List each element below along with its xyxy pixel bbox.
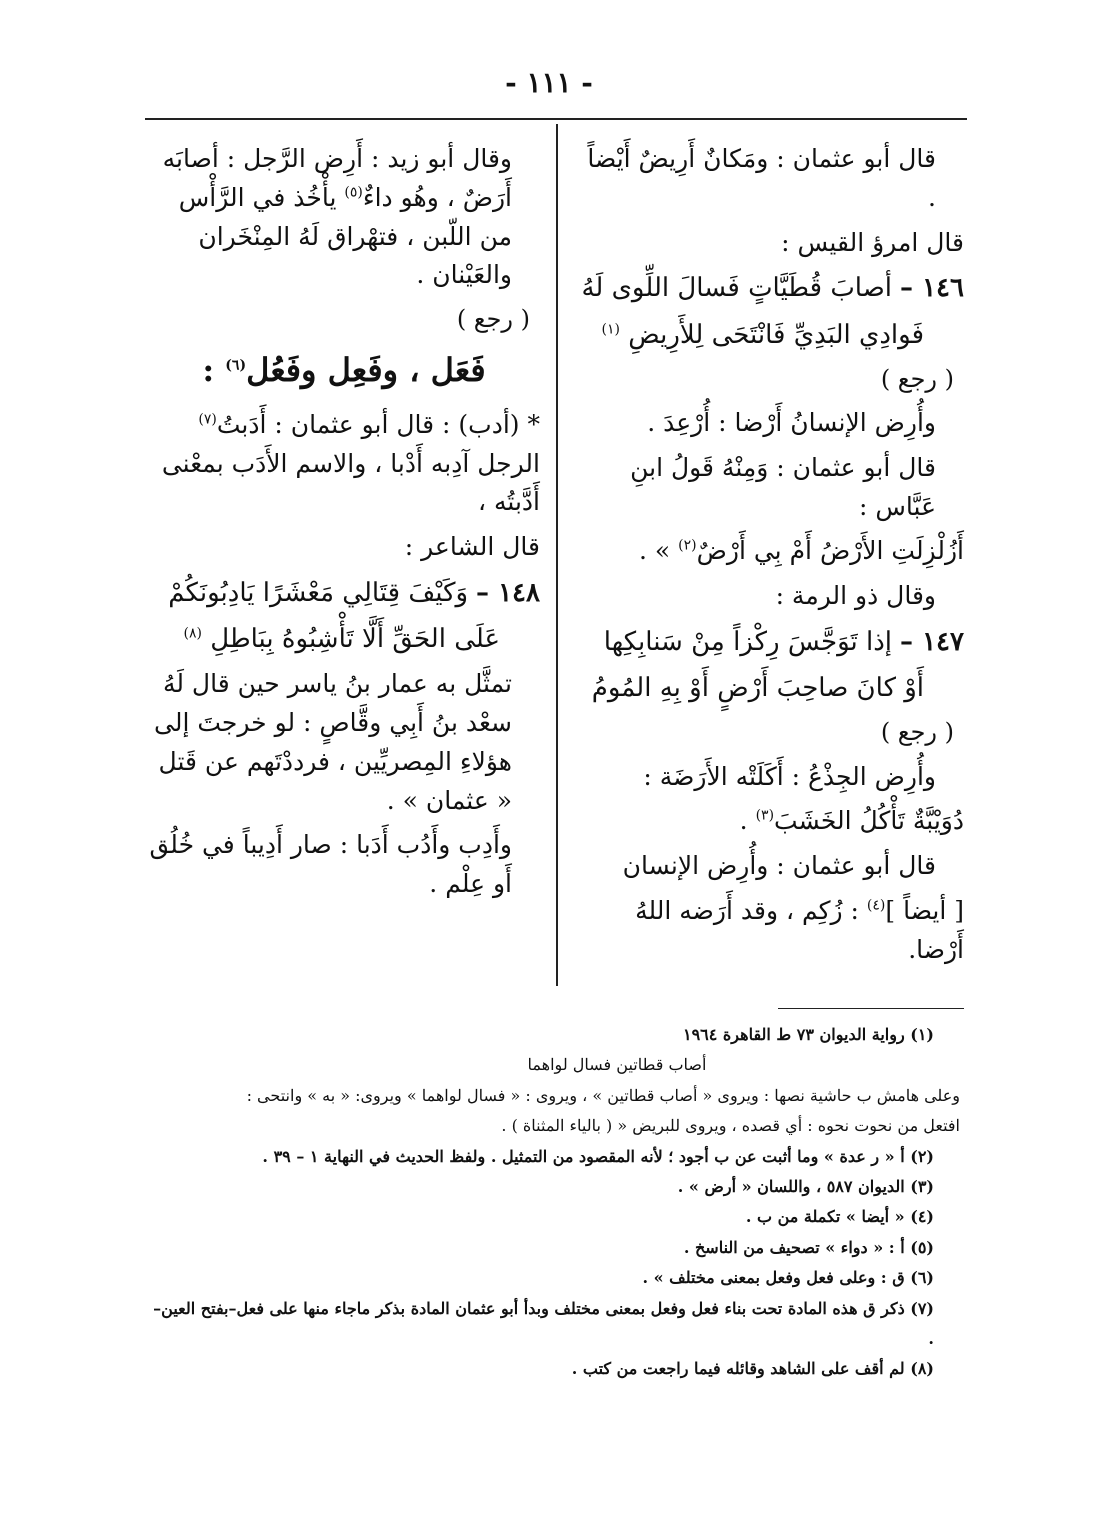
paragraph: قال أبو عثمان : وأُرِض الإنسان xyxy=(622,851,936,881)
footnote-6: (٦) ق : وعلى فعل وفعل بمعنى مختلف » . xyxy=(642,1268,934,1288)
footnote-rule xyxy=(778,1008,964,1009)
footnote-marker: (٨) xyxy=(183,625,202,642)
paragraph-text: دُوَيْبَّةٌ تَأْكُلُ الخَشَبَ xyxy=(774,806,964,836)
verse-146-second xyxy=(572,315,964,355)
verse-number: ١٤٧ – xyxy=(900,626,964,657)
paragraph: وقال ذو الرمة : xyxy=(775,581,936,611)
verse-number: ١٤٨ – xyxy=(476,577,540,608)
paragraph xyxy=(148,140,540,295)
paragraph: قال أبو عثمان : ومَكانٌ أَرِيضٌ أَيْضاً . xyxy=(587,144,936,212)
paragraph: وأَدِب وأَدُب أَدَبا : صار أَدِيباً في خُلُق أَو عِلْم . xyxy=(149,830,512,899)
heading-text: فَعَل ، وفَعِل وفَعُل xyxy=(246,351,486,390)
quote-text: أَزُلْزِلَتِ الأَرْضُ أَمْ بِي أَرْضٌ xyxy=(696,536,964,566)
footnote-marker: (٦) xyxy=(225,357,247,374)
paragraph-text: وقال أبو زيد : أَرِض الرَّجل : أصابَه أَرَضٌ ، وهُو داءٌ xyxy=(162,144,512,212)
verse-text: أصابَ قُطَيَّاتٍ فَسالَ اللِّوى لَهُ xyxy=(581,273,893,304)
paragraph xyxy=(572,802,964,841)
heading-end: : xyxy=(202,351,215,390)
footnote-marker: (٤) xyxy=(866,897,886,914)
column-divider xyxy=(556,124,558,986)
footnote-marker: (٢) xyxy=(678,537,697,554)
left-column xyxy=(148,140,540,910)
raja-label: ( رجع ) xyxy=(880,364,954,393)
right-column xyxy=(572,140,964,975)
quote-end: » . xyxy=(639,536,671,566)
paragraph-text: [ أيضاً ] xyxy=(885,895,964,925)
footnote-3: (٣) الديوان ٥٨٧ ، واللسان « أرض » . xyxy=(677,1176,934,1196)
paragraph xyxy=(572,892,964,970)
footnote-7: (٧) ذكر ق هذه المادة تحت بناء فعل وفعل بمعنى مختلف وبدأ أبو عثمان المادة بذكر ماجاء منها على فعل–بفتح العين– . xyxy=(153,1298,934,1348)
footnote-marker: (١) xyxy=(601,320,620,337)
paragraph-text: : زُكِم ، وقد أَرَضه اللهُ أَرْضا. xyxy=(635,895,964,964)
verse-146-first xyxy=(572,268,964,308)
verse-text: وَكَيْفَ قِتَالِي مَعْشَرًا يَادِبُونَكُمْ xyxy=(168,577,469,608)
raja-label: ( رجع ) xyxy=(456,305,530,333)
footnote-marker: (٧) xyxy=(198,411,217,428)
footnote-8: (٨) لم أقف على الشاهد وقائله فيما راجعت من كتب . xyxy=(571,1359,934,1379)
verse-147-first xyxy=(572,622,964,662)
paragraph-text: * (أدب) : قال أبو عثمان : أَدَبتُ xyxy=(216,409,540,439)
paragraph: وأُرِض الجِذْعُ : أَكَلَتْه الأَرَضَة : xyxy=(643,761,936,791)
verse-number: ١٤٦ – xyxy=(900,273,964,304)
footnote-1-text: وعلى هامش ب حاشية نصها : ويروى « أصاب قطاتين » ، ويروى : « فسال لواهما » ويروى: « به » وانتحى : xyxy=(246,1085,960,1105)
paragraph: تمثَّل به عمار بنُ ياسر حين قال لَهُ سعْد بنُ أَبِي وقَّاصٍ : لو خرجتَ إلى هؤلاءِ المِصريِّين ، فرددْتَهم عن قَتل « عثمان » . xyxy=(154,669,512,815)
footnote-marker: (٣) xyxy=(755,807,775,824)
paragraph: قال الشاعر : xyxy=(404,532,540,562)
footnote-marker: (٥) xyxy=(344,184,363,201)
paragraph-text: الرجل آدِبه أَدْبا ، والاسم الأَدَب بمعْنى أَدَّبتُه ، xyxy=(161,448,540,517)
footnote-5: (٥) أ : « دواء » تصحيف من الناسخ . xyxy=(683,1237,934,1257)
verse-148-first xyxy=(148,573,540,613)
section-heading xyxy=(148,346,540,396)
header-rule xyxy=(145,118,967,120)
verse-text: إذا تَوَجَّسَ رِكْزاً مِنْ سَنابِكِها xyxy=(603,626,893,657)
verse-text: عَلَى الحَقِّ أَلَّا تَأْشِبُوهُ بِبَاطِلِ xyxy=(210,624,500,655)
paragraph xyxy=(148,406,540,522)
raja-label: ( رجع ) xyxy=(880,718,954,747)
quote-line xyxy=(572,532,964,571)
paragraph: وأُرِض الإنسانُ أَرْضا : أُرْعِدَ . xyxy=(647,408,936,438)
footnote-1-text: افتعل من نحوت نحوه : أي قصده ، ويروى للبريض « ( بالياء المثناة ) . xyxy=(501,1116,960,1136)
paragraph: قال أبو عثمان : وَمِنْهُ قَولُ ابنِ عَبَّاس : xyxy=(630,452,936,521)
footnotes xyxy=(150,1020,964,1385)
verse-148-second xyxy=(148,619,540,659)
verse-text: فَوادِي البَدِيِّ فَانْتَحَى لِلأَرِيضِ xyxy=(628,319,924,350)
footnote-4: (٤) « أيضا » تكملة من ب . xyxy=(745,1207,934,1227)
footnote-1-quote: أصاب قطاتين فسال لواهما xyxy=(527,1055,707,1075)
footnote-1: (١) رواية الديوان ٧٣ ط القاهرة ١٩٦٤ xyxy=(682,1025,934,1044)
paragraph: قال امرؤ القيس : xyxy=(781,227,964,257)
footnote-2: (٢) أ « ر عدة » وما أثبت عن ب أجود ؛ لأنه المقصود من التمثيل . ولفظ الحديث في النهاية ١ – ٣٩ . xyxy=(262,1146,934,1166)
page-number: - ١١١ - xyxy=(505,66,593,99)
verse-147-second: أَوْ كانَ صاحِبَ أَرْضٍ أَوْ بِهِ المُومُ xyxy=(591,673,924,704)
paragraph-end: . xyxy=(739,806,748,836)
paragraph-text: يأْخُذ في الرَّأْس من اللّبن ، فتهْراق لَهُ المِنْخَران والعَيْنان . xyxy=(178,182,512,290)
